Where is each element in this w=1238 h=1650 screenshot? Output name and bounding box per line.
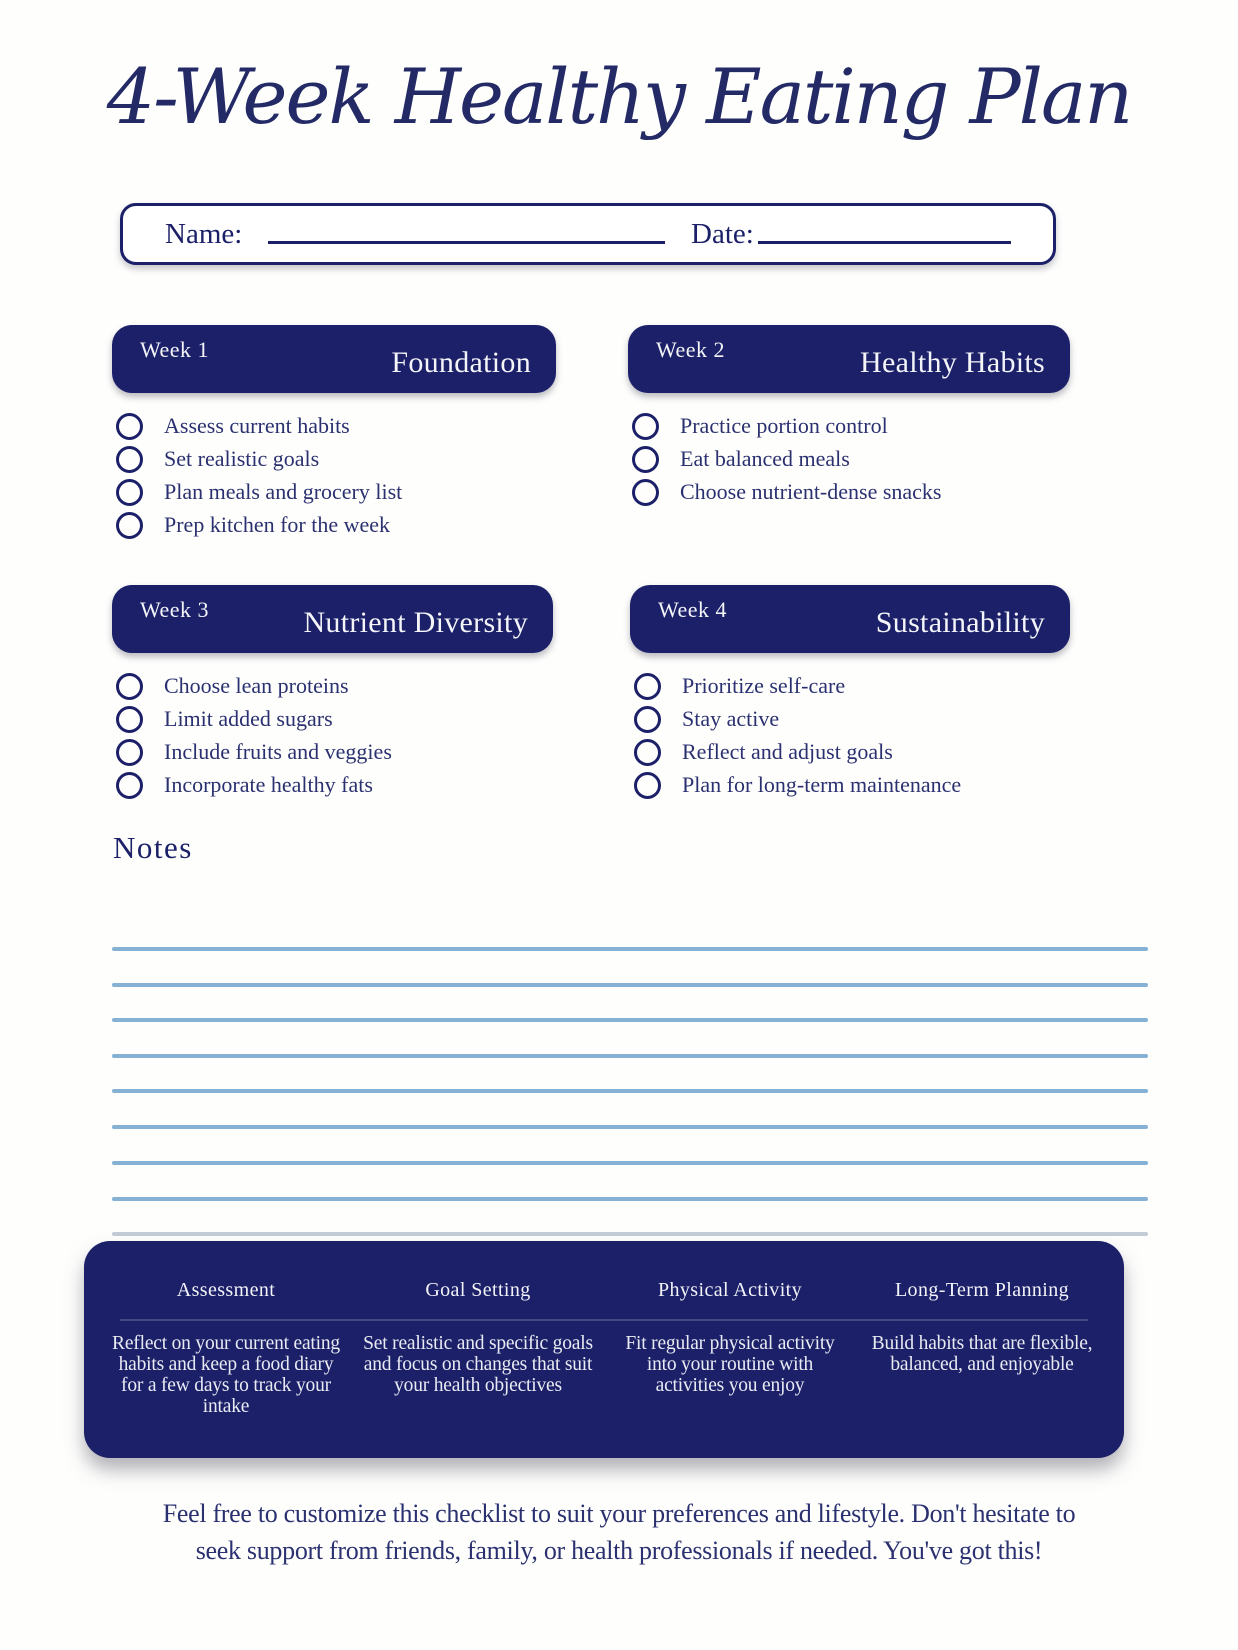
checkbox-circle[interactable] [632, 413, 659, 440]
week-2-checklist [628, 414, 1070, 504]
checkbox-circle[interactable] [634, 706, 661, 733]
checklist-label: Practice portion control [680, 413, 888, 438]
name-input-line[interactable] [268, 241, 665, 244]
week-tag: Week 3 [140, 597, 210, 622]
checklist-item [116, 480, 556, 504]
checkbox-circle[interactable] [634, 772, 661, 799]
checkbox-circle[interactable] [632, 479, 659, 506]
checklist-label: Stay active [682, 706, 780, 731]
date-input-line[interactable] [758, 241, 1011, 244]
week-tag: Week 1 [140, 337, 210, 362]
footer-note-line1: Feel free to customize this checklist to suit your preferences and lifestyle. Don't hesitate to [162, 1499, 1076, 1528]
checklist-item [634, 707, 1070, 731]
checkbox-circle[interactable] [634, 739, 661, 766]
week-2-section [628, 325, 1070, 513]
name-field [165, 218, 665, 251]
date-label: Date: [691, 217, 754, 250]
tip-goal-setting [360, 1279, 596, 1458]
checklist-label: Prioritize self-care [682, 673, 846, 698]
tip-heading: Physical Activity [657, 1279, 803, 1301]
tip-body: Set realistic and specific goals and focus on changes that suit your health objectives [363, 1333, 593, 1397]
checklist-item [632, 447, 1070, 471]
name-label: Name: [165, 217, 243, 250]
tip-heading: Long-Term Planning [894, 1279, 1070, 1301]
tip-body: Build habits that are flexible, balanced, and enjoyable [871, 1333, 1093, 1376]
notes-line[interactable] [112, 1161, 1148, 1165]
notes-line[interactable] [112, 1054, 1148, 1058]
notes-line[interactable] [112, 1197, 1148, 1201]
tip-heading: Goal Setting [425, 1279, 531, 1301]
checklist-item [116, 773, 553, 797]
notes-area [112, 947, 1148, 1247]
checklist-item [632, 414, 1070, 438]
checklist-label: Eat balanced meals [680, 446, 850, 471]
tip-body: Reflect on your current eating habits and keep a food diary for a few days to track your intake [112, 1333, 340, 1418]
week-1-checklist [112, 414, 556, 537]
date-field [691, 218, 1011, 251]
checkbox-circle[interactable] [116, 512, 143, 539]
checklist-label: Plan meals and grocery list [164, 479, 403, 504]
name-date-box [120, 203, 1056, 265]
checklist-item [634, 740, 1070, 764]
week-3-checklist [112, 674, 553, 797]
checklist-item [634, 674, 1070, 698]
checklist-label: Prep kitchen for the week [164, 512, 391, 537]
notes-line[interactable] [112, 1018, 1148, 1022]
week-title: Healthy Habits [860, 346, 1045, 379]
checklist-item [116, 740, 553, 764]
tips-divider [120, 1319, 1088, 1321]
week-tag: Week 4 [658, 597, 728, 622]
tip-physical-activity [612, 1279, 848, 1458]
checklist-label: Limit added sugars [164, 706, 333, 731]
tip-assessment [108, 1279, 344, 1458]
week-title: Nutrient Diversity [303, 606, 528, 639]
checkbox-circle[interactable] [116, 772, 143, 799]
week-1-header [112, 325, 556, 393]
checkbox-circle[interactable] [634, 673, 661, 700]
page-title: 4-Week Healthy Eating Plan [106, 52, 1132, 141]
notes-line[interactable] [112, 947, 1148, 951]
week-3-section [112, 585, 553, 806]
notes-line[interactable] [112, 983, 1148, 987]
week-title: Foundation [391, 346, 531, 379]
notes-heading: Notes [113, 830, 193, 865]
notes-line[interactable] [112, 1125, 1148, 1129]
checklist-item [634, 773, 1070, 797]
tip-body: Fit regular physical activity into your routine with activities you enjoy [625, 1333, 835, 1397]
checklist-label: Incorporate healthy fats [164, 772, 373, 797]
footer-note [0, 1496, 1238, 1570]
checklist-label: Plan for long-term maintenance [682, 772, 962, 797]
checklist-label: Assess current habits [164, 413, 350, 438]
checklist-label: Set realistic goals [164, 446, 320, 471]
checkbox-circle[interactable] [116, 413, 143, 440]
week-1-section [112, 325, 556, 546]
notes-line[interactable] [112, 1232, 1148, 1236]
week-3-header [112, 585, 553, 653]
checkbox-circle[interactable] [116, 673, 143, 700]
checkbox-circle[interactable] [116, 739, 143, 766]
footer-note-line2: seek support from friends, family, or health professionals if needed. You've got this! [195, 1535, 1043, 1565]
week-4-section [630, 585, 1070, 806]
checklist-label: Reflect and adjust goals [682, 739, 893, 764]
checklist-item [116, 414, 556, 438]
checklist-item [116, 447, 556, 471]
checkbox-circle[interactable] [116, 479, 143, 506]
checklist-item [116, 513, 556, 537]
week-4-checklist [630, 674, 1070, 797]
checklist-item [116, 674, 553, 698]
week-title: Sustainability [875, 606, 1045, 639]
tips-panel [84, 1241, 1124, 1458]
checklist-label: Include fruits and veggies [164, 739, 392, 764]
checklist-item [116, 707, 553, 731]
tip-heading: Assessment [176, 1279, 276, 1301]
week-tag: Week 2 [656, 337, 726, 362]
tip-long-term-planning [864, 1279, 1100, 1458]
week-4-header [630, 585, 1070, 653]
checkbox-circle[interactable] [116, 446, 143, 473]
week-2-header [628, 325, 1070, 393]
checkbox-circle[interactable] [116, 706, 143, 733]
checkbox-circle[interactable] [632, 446, 659, 473]
checklist-label: Choose nutrient-dense snacks [680, 479, 942, 504]
checklist-label: Choose lean proteins [164, 673, 349, 698]
notes-line[interactable] [112, 1089, 1148, 1093]
checklist-item [632, 480, 1070, 504]
